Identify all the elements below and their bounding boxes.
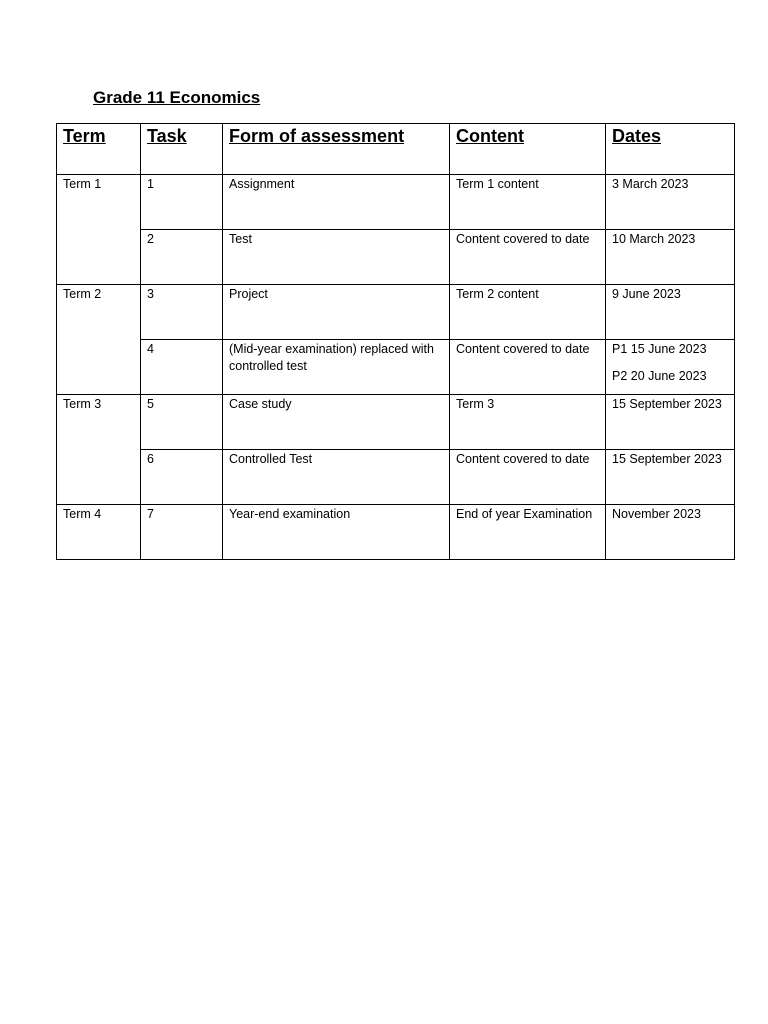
- table-row: [57, 285, 735, 340]
- header-dates: Dates: [606, 124, 735, 175]
- dates-cell: 10 March 2023: [606, 230, 735, 285]
- header-term: Term: [57, 124, 141, 175]
- task-number-cell: 1: [141, 175, 223, 230]
- document-title: Grade 11 Economics: [93, 88, 261, 107]
- task-number-cell: 5: [141, 395, 223, 450]
- task-number-cell: 4: [141, 340, 223, 395]
- table-row: [57, 505, 735, 560]
- header-row: [57, 124, 735, 175]
- table-row: [57, 395, 735, 450]
- date-line-paper-1: P1 15 June 2023: [612, 342, 707, 356]
- term-cell: Term 1: [57, 175, 141, 285]
- task-number-cell: 2: [141, 230, 223, 285]
- content-cell: Term 2 content: [450, 285, 606, 340]
- content-cell: Term 3: [450, 395, 606, 450]
- table-row: [57, 175, 735, 230]
- form-cell: Year-end examination: [223, 505, 450, 560]
- header-task: Task: [141, 124, 223, 175]
- dates-cell: 15 September 2023: [606, 450, 735, 505]
- form-cell: Test: [223, 230, 450, 285]
- content-cell: Term 1 content: [450, 175, 606, 230]
- task-number-cell: 7: [141, 505, 223, 560]
- form-cell: (Mid-year examination) replaced with controlled test: [223, 340, 450, 395]
- dates-cell: 9 June 2023: [606, 285, 735, 340]
- header-form-of-assessment: Form of assessment: [223, 124, 450, 175]
- term-cell: Term 4: [57, 505, 141, 560]
- table-row: [57, 230, 735, 285]
- term-cell: Term 2: [57, 285, 141, 395]
- form-cell: Project: [223, 285, 450, 340]
- content-cell: Content covered to date: [450, 340, 606, 395]
- dates-cell: November 2023: [606, 505, 735, 560]
- table-row: [57, 450, 735, 505]
- date-line-paper-2: P2 20 June 2023: [612, 369, 707, 383]
- content-cell: Content covered to date: [450, 230, 606, 285]
- form-cell: Controlled Test: [223, 450, 450, 505]
- term-cell: Term 3: [57, 395, 141, 505]
- dates-cell: 3 March 2023: [606, 175, 735, 230]
- task-number-cell: 3: [141, 285, 223, 340]
- form-cell: Assignment: [223, 175, 450, 230]
- header-content: Content: [450, 124, 606, 175]
- content-cell: End of year Examination: [450, 505, 606, 560]
- table-row: [57, 340, 735, 395]
- task-number-cell: 6: [141, 450, 223, 505]
- dates-cell: 15 September 2023: [606, 395, 735, 450]
- content-cell: Content covered to date: [450, 450, 606, 505]
- assessment-schedule-table: [56, 123, 735, 560]
- dates-cell: [606, 340, 735, 395]
- form-cell: Case study: [223, 395, 450, 450]
